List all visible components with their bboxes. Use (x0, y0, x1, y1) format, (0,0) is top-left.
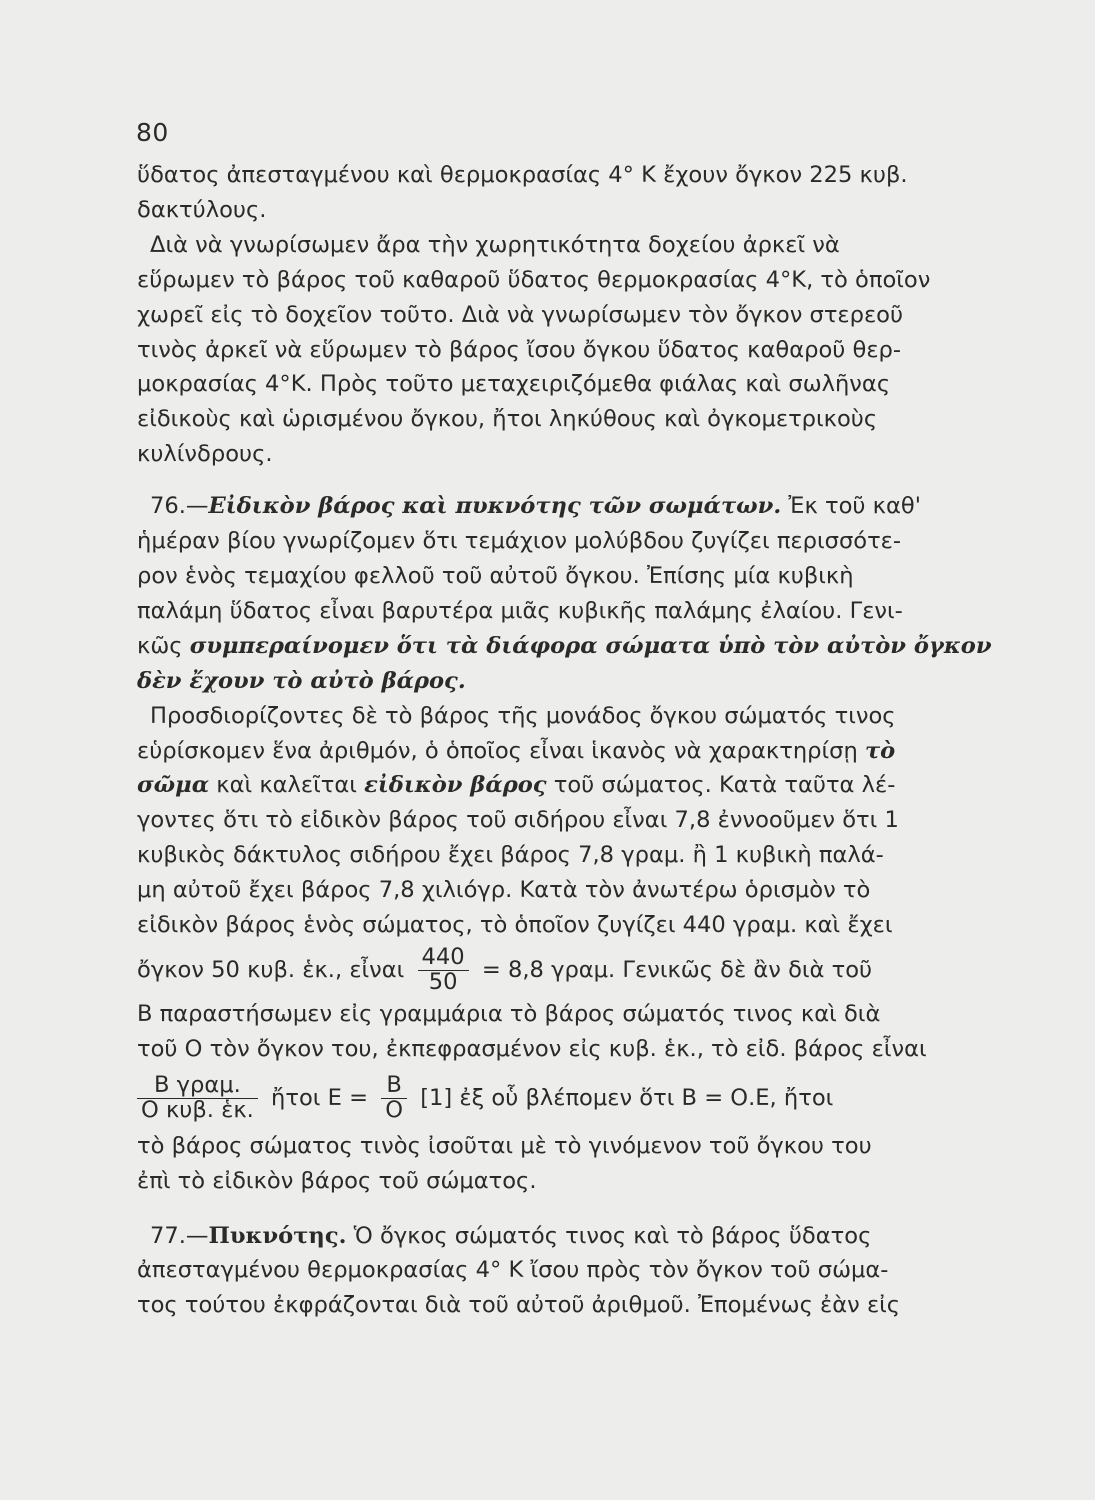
text-line: τὸ βάρος σώματος τινὸς ἰσοῦται μὲ τὸ γινόμενον τοῦ ὄγκου του (137, 1132, 872, 1159)
emphasis-text: εἰδικὸν βάρος (364, 772, 547, 799)
text-line: μη αὐτοῦ ἔχει βάρος 7,8 χιλιόγρ. Κατὰ τὸν ἀνωτέρω ὁρισμὸν τὸ (137, 877, 871, 904)
text-line: = 8,8 γραμ. Γενικῶς δὲ ἂν διὰ τοῦ (481, 956, 873, 983)
fraction-numerator: 440 (418, 946, 469, 971)
text-line: εὑρίσκομεν ἕνα ἀριθμόν, ὁ ὁποῖος εἶναι ἱκανὸς νὰ χαρακτηρίσῃ (137, 737, 865, 764)
text-line: κυλίνδρους. (137, 441, 273, 468)
text-line: [1] ἐξ οὗ βλέπομεν ὅτι Β = Ο.Ε, ἤτοι (420, 1084, 834, 1111)
fraction (381, 1074, 407, 1122)
formula-line-2 (137, 1067, 1035, 1129)
text-line: Ἐκ τοῦ καθ' (781, 493, 921, 520)
fraction-numerator: Β (381, 1074, 407, 1099)
text-line: ὄγκον 50 κυβ. ἑκ., εἶναι (137, 956, 405, 983)
fraction-denominator: Ο (385, 1096, 403, 1123)
fraction (418, 946, 469, 994)
section-number: 77.— (150, 1222, 209, 1249)
text-line: τος τούτου ἐκφράζονται διὰ τοῦ αὐτοῦ ἀριθμοῦ. Ἐπομένως ἐὰν εἰς (137, 1292, 901, 1319)
fraction-denominator: Ο κυβ. ἑκ. (141, 1096, 254, 1123)
emphasis-text: τὸ (864, 737, 896, 764)
paragraph-continued (137, 997, 1035, 1067)
text-line: εἰδικὸν βάρος ἑνὸς σώματος, τὸ ὁποῖον ζυγίζει 440 γραμ. καὶ ἔχει (137, 912, 893, 939)
text-line: καὶ καλεῖται (209, 772, 365, 799)
fraction-denominator: 50 (428, 968, 458, 995)
text-line: εἰδικοὺς καὶ ὡρισμένου ὄγκου, ἤτοι ληκύθους καὶ ὀγκομετρικοὺς (137, 406, 878, 433)
emphasis-text: σῶμα (137, 772, 210, 799)
text-line: ἐπὶ τὸ εἰδικὸν βάρος τοῦ σώματος. (137, 1167, 537, 1194)
text-line: μοκρασίας 4°Κ. Πρὸς τοῦτο μεταχειριζόμεθα φιάλας καὶ σωλῆνας (137, 371, 891, 398)
fraction (137, 1074, 258, 1122)
page-body (137, 158, 1035, 1323)
text-line: ὕδατος ἀπεσταγμένου καὶ θερμοκρασίας 4° Κ ἔχουν ὄγκον 225 κυβ. (137, 162, 908, 188)
text-line: ρον ἑνὸς τεμαχίου φελλοῦ τοῦ αὐτοῦ ὄγκου. Ἐπίσης μία κυβικὴ (137, 562, 854, 589)
text-line: δακτύλους. (137, 196, 267, 223)
section-number: 76.— (150, 493, 209, 520)
text-line: κῶς (137, 632, 190, 659)
text-line: κυβικὸς δάκτυλος σιδήρου ἔχει βάρος 7,8 γραμ. ἢ 1 κυβικὴ παλά- (137, 842, 884, 869)
paragraph-1 (137, 158, 1035, 228)
emphasis-text: δὲν ἔχουν τὸ αὐτὸ βάρος. (137, 667, 466, 694)
text-line: Διὰ νὰ γνωρίσωμεν ἄρα τὴν χωρητικότητα δοχείου ἀρκεῖ νὰ (150, 231, 840, 258)
section-76 (137, 489, 1035, 698)
section-title: Εἰδικὸν βάρος καὶ πυκνότης τῶν σωμάτων. (208, 493, 782, 520)
text-line: Ὁ ὄγκος σώματός τινος καὶ τὸ βάρος ὕδατος (346, 1222, 872, 1249)
text-line: Προσδιορίζοντες δὲ τὸ βάρος τῆς μονάδος ὄγκου σώματός τινος (150, 702, 896, 729)
text-line: ἀπεσταγμένου θερμοκρασίας 4° Κ ἴσου πρὸς τὸν ὄγκον τοῦ σώμα- (137, 1257, 889, 1284)
section-77 (137, 1219, 1035, 1324)
text-line: Β παραστήσωμεν εἰς γραμμάρια τὸ βάρος σώματός τινος καὶ διὰ (137, 1000, 881, 1027)
section-title: Πυκνότης. (208, 1222, 347, 1249)
text-line: τοῦ σώματος. Κατὰ ταῦτα λέ- (546, 772, 896, 799)
text-line: χωρεῖ εἰς τὸ δοχεῖον τοῦτο. Διὰ νὰ γνωρίσωμεν τὸν ὄγκον στερεοῦ (137, 301, 904, 328)
page-number: 80 (136, 118, 169, 147)
formula-line-1 (137, 943, 1035, 997)
emphasis-text: συμπεραίνομεν ὅτι τὰ διάφορα σώματα ὑπὸ τὸν αὐτὸν ὄγκον (189, 632, 992, 659)
text-line: παλάμη ὕδατος εἶναι βαρυτέρα μιᾶς κυβικῆς παλάμης ἐλαίου. Γενι- (137, 597, 903, 624)
text-line: τοῦ Ο τὸν ὄγκον του, ἐκπεφρασμένον εἰς κυβ. ἑκ., τὸ εἰδ. βάρος εἶναι (137, 1035, 927, 1062)
paragraph-specific-weight (137, 699, 1035, 943)
text-line: εὕρωμεν τὸ βάρος τοῦ καθαροῦ ὕδατος θερμοκρασίας 4°Κ, τὸ ὁποῖον (137, 266, 931, 293)
text-line: γοντες ὅτι τὸ εἰδικὸν βάρος τοῦ σιδήρου εἶναι 7,8 ἐννοοῦμεν ὅτι 1 (137, 807, 899, 834)
paragraph-2 (137, 228, 1035, 472)
text-line: ἡμέραν βίου γνωρίζομεν ὅτι τεμάχιον μολύβδου ζυγίζει περισσότε- (137, 528, 902, 555)
text-line: τινὸς ἀρκεῖ νὰ εὕρωμεν τὸ βάρος ἴσου ὄγκου ὕδατος καθαροῦ θερ- (137, 336, 902, 363)
text-line: ἤτοι Ε = (271, 1084, 369, 1111)
fraction-numerator: Β γραμ. (137, 1074, 258, 1099)
paragraph-conclusion (137, 1129, 1035, 1199)
